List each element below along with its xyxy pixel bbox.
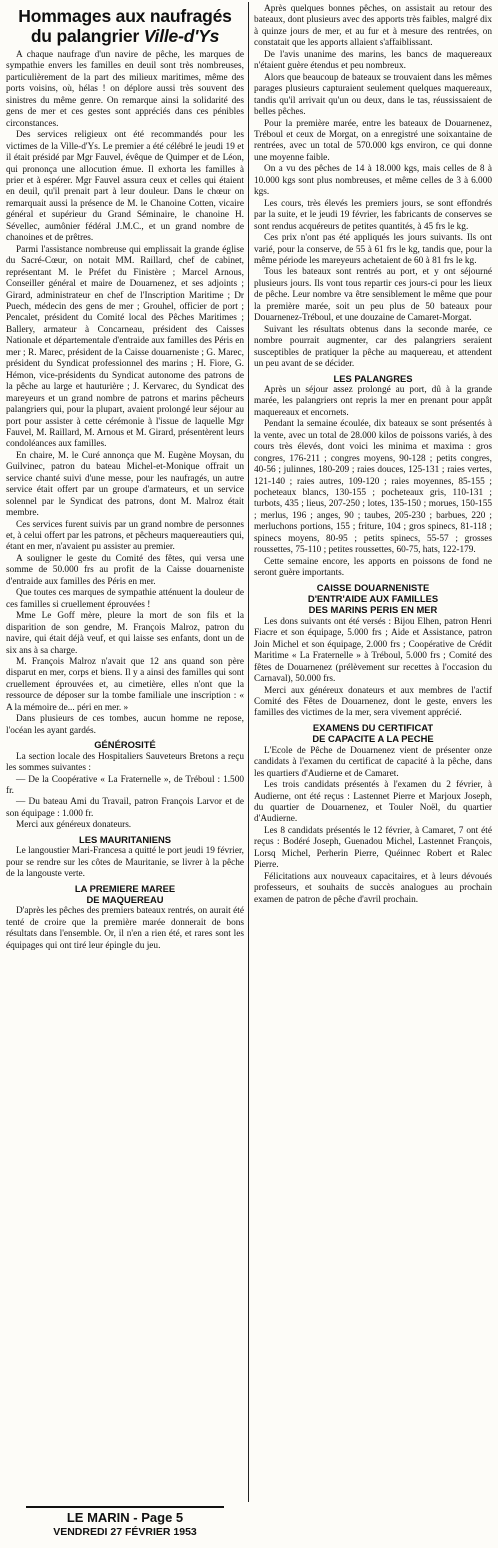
paragraph: Le langoustier Mari-Francesa a quitté le port jeudi 19 février, pour se rendre sur les côtes de Mauritanie, se livrer à la pêche de la langouste verte. [6,846,244,880]
heading-line: EXAMENS DU CERTIFICAT [312,721,434,733]
paragraph: Merci aux généreux donateurs et aux membres de l'actif Comité des Fêtes de Douarnenez, dont le geste, envers les familles des victimes de la mer, sera vivement apprécié. [254,685,492,719]
paragraph: Que toutes ces marques de sympathie atténuent la douleur de ces familles si cruellement éprouvées ! [6,588,244,610]
left-column [6,4,244,952]
paragraph: A chaque naufrage d'un navire de pêche, les marques de sympathie envers les familles en deuil sont très nombreuses, particulièrement de la part des milieux maritimes, même des ports voisins, où, hélas ! on déplore aussi très souvent des sinistres du même genre. On remarque ainsi la solidarité des gens de mer et ces gestes sont appréciés dans ces pénibles circonstances. [6,50,244,129]
heading-line: DE CAPACITE A LA PECHE [312,733,434,745]
paragraph: A souligner le geste du Comité des fêtes, qui versa une somme de 50.000 frs au profit de la Caisse douarneniste d'entraide aux familles des Péris en mer. [6,553,244,587]
right-column [254,4,492,906]
paragraph: Ces services furent suivis par un grand nombre de personnes et, à celui offert par les patrons, et pêcheurs maquereautiers qui, étant en mer, n'avaient pu assister au premier. [6,519,244,553]
paragraph: Mme Le Goff mère, pleure la mort de son fils et la disparition de son gendre, M. François Malroz, patron du navire, qui était déjà veuf, et qui laisse ses enfants, dont un de six ans à sa charge. [6,611,244,656]
paragraph: Félicitations aux nouveaux capacitaires, et à leurs dévoués professeurs, et souhaits de succès analogues au prochain examen de patron de pêche d'avril prochain. [254,871,492,905]
paragraph: Après un séjour assez prolongé au port, dû à la grande marée, les palangriers ont repris la mer en prenant pour appât maquereaux et encornets. [254,384,492,418]
section-heading-mauritaniens: LES MAURITANIENS [78,833,171,845]
paragraph: Après quelques bonnes pêches, on assistait au retour des bateaux, dont plusieurs avec des apports très faibles, malgré dix à quinze jours de mer, et au fur et à mesure des rentrées, on constatait que les apports allaient s'affaiblissant. [254,4,492,49]
paragraph: Des services religieux ont été recommandés pour les victimes de la Ville-d'Ys. Le premier a été célébré le jeudi 19 et il était présidé par Mgr Fauvel, évêque de Quimper et de Léon, qui prononça une allocution émue. Il exhorta les familles à prier et à espérer. Mgr Fauvel assura ceux et celles qui étaient en deuil, qu'il prenait part à leur douleur. Dans le chœur on remarquait aussi la présence de M. le Chanoine Cotten, vicaire général et supérieur du Grand Séminaire, le chanoine H. Sévellec, aumônier fédéral J.M.C., et un grand nombre de chanoines et de prêtres. [6,130,244,244]
heading-line: LA PREMIERE MAREE [74,882,176,894]
heading-line: DE MAQUEREAU [86,893,164,905]
paragraph: — Du bateau Ami du Travail, patron François Larvor et de son équipage : 1.000 fr. [6,797,244,819]
paragraph: On a vu des pêches de 14 à 18.000 kgs, mais celles de 8 à 10.000 kgs sont plus nombreuses, et même celles de 3 à 6.000 kgs. [254,164,492,198]
paragraph: De l'avis unanime des marins, les bancs de maquereaux n'étaient guère étendus et peu nombreux. [254,49,492,72]
heading-line: DES MARINS PERIS EN MER [308,604,438,616]
paragraph: Pour la première marée, entre les bateaux de Douarnenez, Tréboul et ceux de Morgat, on a enregistré une soixantaine de rentrées, avec un total de 570.000 kgs environ, ce qui donne une moyenne faible. [254,118,492,163]
paragraph: Suivant les résultats obtenus dans la seconde marée, ce nombre pourrait augmenter, car des palangriers seraient susceptibles de pratiquer la pêche au maquereau, et attendent un peu avant de se décider. [254,324,492,370]
section-heading-generosite: GÉNÉROSITÉ [94,739,156,751]
section-heading-premiere-maree [6,883,244,906]
paragraph: M. François Malroz n'avait que 12 ans quand son père disparut en mer, corps et biens. Il y a ainsi des familles qui sont cruellement éprouvées et, au cimetière, elles n'ont que la ressource de déposer sur la tombe familiale une inscription : « A la mémoire de... péri en mer. » [6,657,244,713]
paragraph: Merci aux généreux donateurs. [16,820,132,831]
paragraph: Cette semaine encore, les apports en poissons de fond ne seront guère importants. [254,556,492,579]
paragraph: — De la Coopérative « La Fraternelle », de Tréboul : 1.500 fr. [6,774,244,796]
column-divider [248,2,249,1502]
paragraph: Les dons suivants ont été versés : Bijou Elhen, patron Henri Fiacre et son équipage, 5.000 frs ; Aide et Assistance, patron Join Michel et son équipage, 2.000 frs ; Coopérative de Crédit Maritime « La Fraternelle » à Tréboul, 5.000 frs ; Comité des fêtes de Douarnenez (prélèvement sur recettes à l'occasion du Carnaval), 50.000 frs. [254,616,492,685]
title-line-1: Hommages aux naufragés [18,6,232,26]
footer-publication: LE MARIN - Page 5 [66,1510,184,1525]
paragraph: Parmi l'assistance nombreuse qui emplissait la grande église du Sacré-Cœur, on notait MM. Raillard, chef de cabinet, représentant M. le Préfet du Finistère ; Marcel Arnous, Conseiller général et maire de Douarnenez, et ses adjoints ; Girard, administrateur en chef de l'Inscription Maritime ; Dr Puech, médecin des gens de mer ; Grouhel, officier de port ; Pencalet, président du Comité local des Pêches Maritimes ; Ballery, armateur à Concarneau, président des Caisses Nationale et départementale d'entraide aux familles des Péris en mer ; R. Marec, président de la Caisse douarneniste ; G. Marec, président du Syndicat professionnel des marins ; H. Fiore, G. Hémon, vice-présidents du Syndicat autonome des patrons de la pêche au large et hauturière ; J. Kervarec, du Syndicat des mareyeurs et un grand nombre de patrons et marins pêcheurs palangriers qui, pour la plupart, avaient prolongé leur séjour au port pour assister à cette cérémonie à l'issue de laquelle Mgr Fauvel, M. Raillard, M. Arnous et M. Girard, présentèrent leurs condoléances aux familles. [6,244,244,450]
heading-line: CAISSE DOUARNENISTE [316,581,430,593]
section-heading-palangres: LES PALANGRES [333,372,413,384]
page-footer [6,1504,244,1539]
article-title [6,6,244,46]
paragraph: L'Ecole de Pêche de Douarnenez vient de présenter onze candidats à l'examen du certificat de capacité à la pêche, dans les quartiers d'Audierne et de Camaret. [254,745,492,779]
footer-rule [26,1506,224,1508]
paragraph: D'après les pêches des premiers bateaux rentrés, on aurait été tenté de croire que la première marée donnerait de bons résultats dans l'ensemble. Or, il n'en a rien été, et rares sont les équipages qui ont tiré leur épingle du jeu. [6,906,244,951]
title-ship-name: Ville-d'Ys [143,26,220,46]
paragraph: Les trois candidats présentés à l'examen du 2 février, à Audierne, ont été reçus : Lastennet Pierre et Marjoux Joseph, du quartier de Douarnenez, et Touler Noël, du quartier d'Audierne. [254,780,492,825]
heading-line: D'ENTR'AIDE AUX FAMILLES [307,593,439,605]
paragraph: La section locale des Hospitaliers Sauveteurs Bretons a reçu les sommes suivantes : [6,751,244,774]
paragraph: Les 8 candidats présentés le 12 février, à Camaret, 7 ont été reçus : Bodéré Joseph, Guenadou Michel, Lastennet François, Lorsq Michel, Perherin Pierre, Quéinnec Robert et Ralec Pierre. [254,825,492,871]
paragraph: Ces prix n'ont pas été appliqués les jours suivants. Ils ont varié, pour la conserve, de 55 à 61 frs le kg, tandis que, pour la même période les mareyeurs achetaient de 60 à 81 frs le kg. [254,233,492,266]
footer-date: VENDREDI 27 FÉVRIER 1953 [53,1526,197,1538]
section-heading-examens [254,722,492,745]
paragraph: Dans plusieurs de ces tombes, aucun homme ne repose, l'océan les ayant gardés. [6,714,244,736]
paragraph: En chaire, M. le Curé annonça que M. Eugène Moysan, du Guilvinec, patron du bateau Michel-et-Monique offrait un service chanté suivi d'une messe, pour les naufragés, un autre service était offert par un groupe d'armateurs, et un service solennel par le Syndicat des patrons, dont M. Malroz était membre. [6,450,244,519]
paragraph: Alors que beaucoup de bateaux se trouvaient dans les mêmes parages plusieurs capturaient seulement quelques maquereaux, tandis qu'il arrivait qu'un ou deux, dans le tas, réussissaient de belles pêches. [254,72,492,118]
section-heading-caisse [254,582,492,616]
paragraph: Pendant la semaine écoulée, dix bateaux se sont présentés à la vente, avec un total de 28.000 kilos de poissons variés, à des cours très élevés, dont voici les minima et maxima : gros congres, 176-211 ; congres moyens, 90-128 ; petits congres, 40-56 ; julinnes, 180-209 ; raies douces, 125-131 ; raies vertes, 121-140 ; raies autres, 109-120 ; raies moyennes, 85-155 ; pocheteaux blancs, 130-155 ; pocheteaux gris, 110-131 ; turbots, 435 ; lieus, 207-250 ; lotes, 135-150 ; morues, 150-155 ; merlus, 196 ; anges, 90 ; taubes, 205-230 ; barbues, 220 ; merluchons portions, 155 ; friture, 104 ; gros spinecs, 81-118 ; spinecs moyens, 80-95 ; petits spinecs, 55-57 ; grosses roussettes, 75-110 ; petites roussettes, 60-75, hats, 122-179. [254,419,492,556]
title-line-2 [6,26,244,46]
title-prefix: du palangrier [30,26,144,46]
paragraph: Les cours, très élevés les premiers jours, se sont effondrés par la suite, et le jeudi 19 février, les fabricants de conserves se sont rendus acquéreurs de petites quantités, à 45 frs le kg. [254,198,492,232]
paragraph: Tous les bateaux sont rentrés au port, et y ont séjourné plusieurs jours. Ils vont tous repartir ces jours-ci pour les lieux de pêche. Leur nombre va être sensiblement le même que pour la première marée, soit un peu plus de 50 bateaux pour Douarnenez-Tréboul, et une douzaine de Camaret-Morgat. [254,267,492,324]
